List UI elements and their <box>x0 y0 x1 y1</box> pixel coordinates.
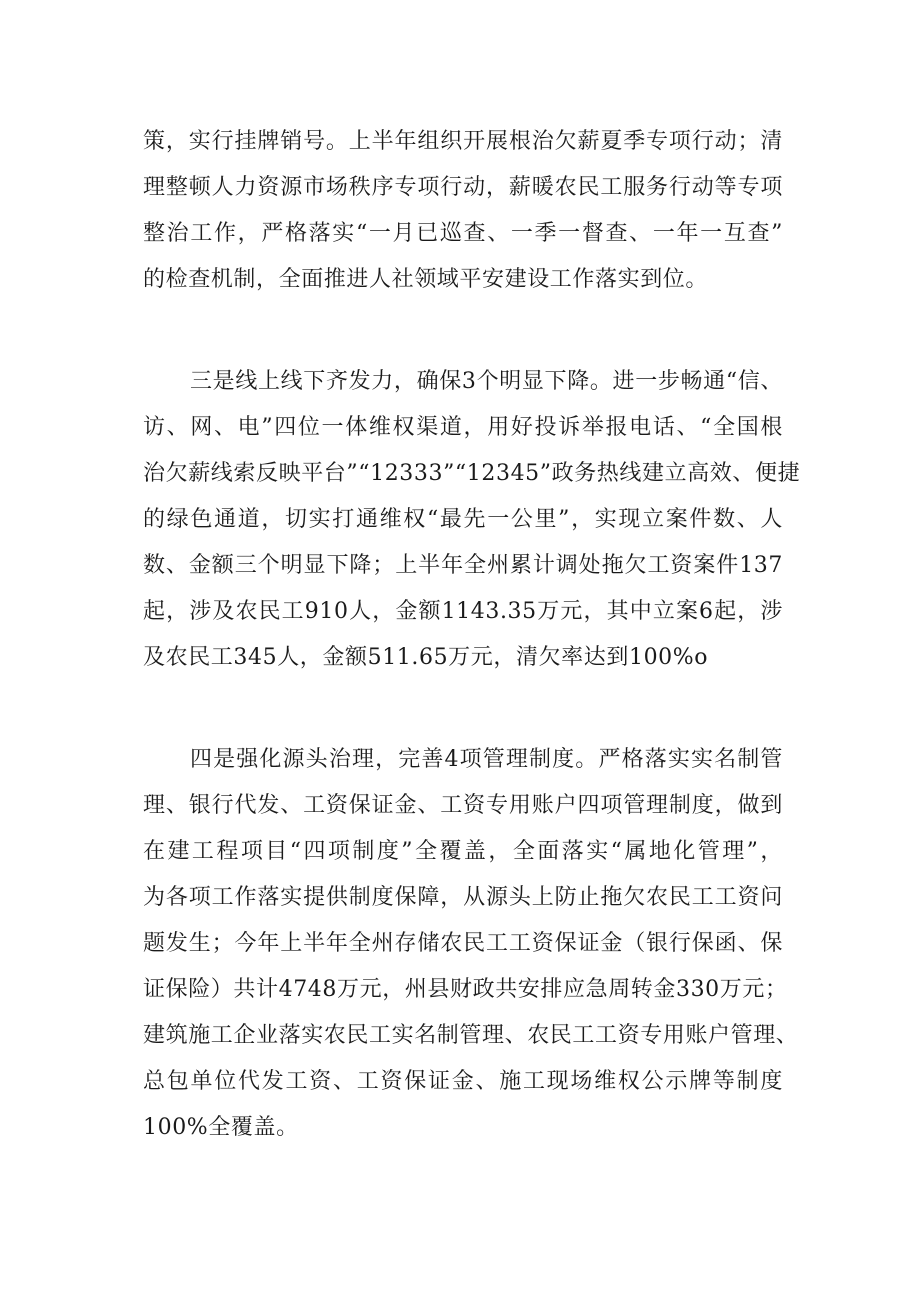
paragraph-2-line-1: 三是线上线下齐发力，确保3个明显下降。进一步畅通“信、 <box>190 369 783 394</box>
paragraph-1-line-2: 理整顿人力资源市场秩序专项行动，薪暖农民工服务行动等专项 <box>143 175 783 200</box>
paragraph-3-line-4: 为各项工作落实提供制度保障，从源头上防止拖欠农民工工资问 <box>143 885 783 910</box>
paragraph-3-line-7: 建筑施工企业落实农民工实名制管理、农民工工资专用账户管理、 <box>143 1023 799 1048</box>
paragraph-3-line-3: 在建工程项目“四项制度”全覆盖，全面落实“属地化管理”， <box>143 839 783 864</box>
paragraph-3-line-9: 100%全覆盖。 <box>143 1115 299 1140</box>
paragraph-2-line-5: 数、金额三个明显下降；上半年全州累计调处拖欠工资案件137 <box>143 553 783 578</box>
paragraph-3-line-8: 总包单位代发工资、工资保证金、施工现场维权公示牌等制度 <box>143 1069 783 1094</box>
paragraph-3-line-6: 证保险）共计4748万元，州县财政共安排应急周转金330万元； <box>143 977 788 1002</box>
paragraph-2-line-7: 及农民工345人，金额511.65万元，清欠率达到100%o <box>143 645 709 670</box>
paragraph-2-line-3: 治欠薪线索反映平台”“12333”“12345”政务热线建立高效、便捷 <box>143 461 801 486</box>
paragraph-3-line-5: 题发生；今年上半年全州存储农民工工资保证金（银行保函、保 <box>143 931 783 956</box>
paragraph-1-line-1: 策，实行挂牌销号。上半年组织开展根治欠薪夏季专项行动；清 <box>143 129 783 154</box>
paragraph-3-line-2: 理、银行代发、工资保证金、工资专用账户四项管理制度，做到 <box>143 793 783 818</box>
paragraph-1-line-4: 的检查机制，全面推进人社领域平安建设工作落实到位。 <box>143 267 709 292</box>
paragraph-2-line-2: 访、网、电”四位一体维权渠道，用好投诉举报电话、“全国根 <box>143 415 783 440</box>
paragraph-1-line-3: 整治工作，严格落实“一月已巡查、一季一督查、一年一互查” <box>143 221 783 246</box>
paragraph-3-line-1: 四是强化源头治理，完善4项管理制度。严格落实实名制管 <box>190 747 783 772</box>
paragraph-2-line-6: 起，涉及农民工910人，金额1143.35万元，其中立案6起，涉 <box>143 599 783 624</box>
paragraph-2-line-4: 的绿色通道，切实打通维权“最先一公里”，实现立案件数、人 <box>143 507 783 532</box>
